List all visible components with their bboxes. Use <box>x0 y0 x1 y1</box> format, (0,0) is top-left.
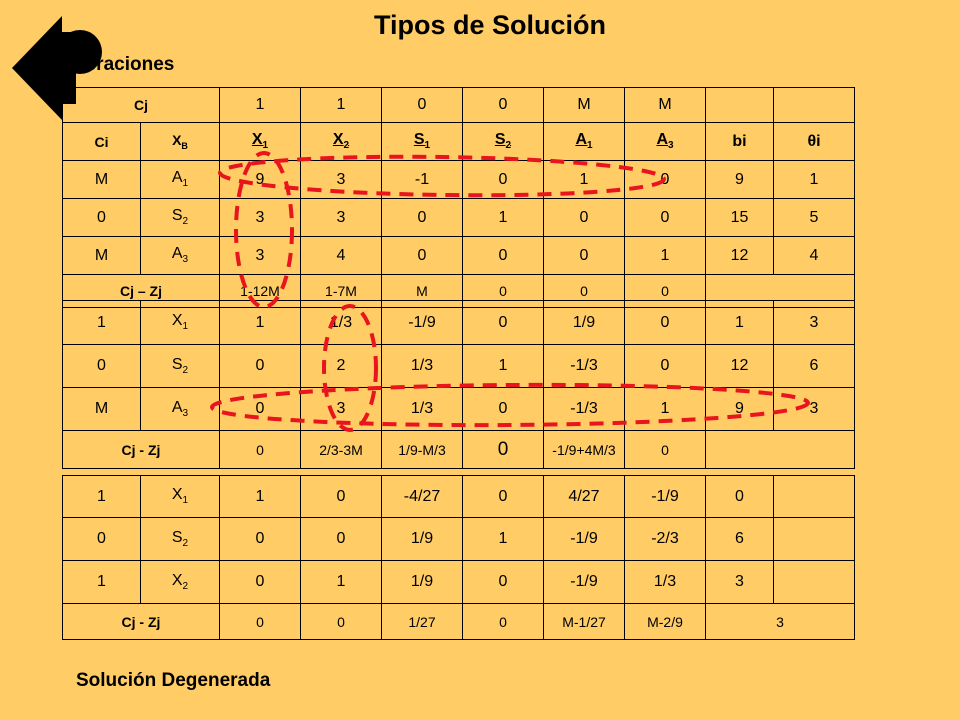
cell: M <box>544 88 625 123</box>
cell: 1 <box>220 476 301 518</box>
cj-zj-row <box>63 431 855 469</box>
cell: 4 <box>301 237 382 275</box>
cell: 9 <box>706 388 774 431</box>
cell: 0 <box>544 237 625 275</box>
cell: 0 <box>544 199 625 237</box>
cell-xb: $X_1$ <box>141 476 220 518</box>
cell: 1 <box>301 88 382 123</box>
cell: 0 <box>382 199 463 237</box>
cell: -1/9 <box>544 518 625 561</box>
cell: M-2/9 <box>625 604 706 640</box>
cell: M <box>625 88 706 123</box>
cell: 0 <box>625 199 706 237</box>
header-s2: $S_2$ <box>463 123 544 161</box>
cell: 1 <box>774 161 855 199</box>
simplex-table-initial <box>62 87 855 308</box>
cell: 0 <box>625 161 706 199</box>
cj-zj-label: Cj - Zj <box>63 604 220 640</box>
cell: 15 <box>706 199 774 237</box>
cell <box>774 476 855 518</box>
table-row <box>63 161 855 199</box>
table-row <box>63 518 855 561</box>
cell: 1 <box>463 345 544 388</box>
cell: -1 <box>382 161 463 199</box>
cell: -1/9+4M/3 <box>544 431 625 469</box>
cell: 1/3 <box>625 561 706 604</box>
cell: M <box>382 275 463 308</box>
cell-ci: 1 <box>63 476 141 518</box>
cj-zj-row <box>63 604 855 640</box>
cell: 1 <box>220 301 301 345</box>
cell: 3 <box>706 561 774 604</box>
table-row <box>63 199 855 237</box>
cell-xb: $A_3$ <box>141 388 220 431</box>
cell: 0 <box>301 604 382 640</box>
cell-xb: $X_2$ <box>141 561 220 604</box>
cell: 9 <box>706 161 774 199</box>
cell-ci: 1 <box>63 301 141 345</box>
cell: 0 <box>220 388 301 431</box>
cell: 0 <box>463 88 544 123</box>
page-title: Tipos de Solución <box>373 10 607 40</box>
z-value: 3 <box>706 604 855 640</box>
header-bi: bi <box>706 123 774 161</box>
cj-zj-label: Cj – Zj <box>63 275 220 308</box>
cell: 0 <box>220 604 301 640</box>
header-ci: Ci <box>63 123 141 161</box>
cell: 0 <box>382 88 463 123</box>
cell <box>774 518 855 561</box>
cell: 3 <box>301 161 382 199</box>
cell: 0 <box>220 561 301 604</box>
header-a1: $A_1$ <box>544 123 625 161</box>
cell: 1 <box>625 388 706 431</box>
table-row <box>63 561 855 604</box>
cell: 1-7M <box>301 275 382 308</box>
cell: 5 <box>774 199 855 237</box>
cell: 1/9 <box>544 301 625 345</box>
cell: 0 <box>220 518 301 561</box>
cell: 0 <box>220 345 301 388</box>
cell: 1 <box>544 161 625 199</box>
cell: -1/3 <box>544 345 625 388</box>
cj-row <box>63 88 855 123</box>
cell: 0 <box>706 476 774 518</box>
cell: 1/9 <box>382 561 463 604</box>
cell: -1/9 <box>625 476 706 518</box>
header-row <box>63 123 855 161</box>
cell: 1/3 <box>382 345 463 388</box>
cell: 3 <box>301 388 382 431</box>
cell-ci: M <box>63 161 141 199</box>
cell-xb: $A_3$ <box>141 237 220 275</box>
cell: 0 <box>463 388 544 431</box>
header-s1: $S_1$ <box>382 123 463 161</box>
cell: 1/27 <box>382 604 463 640</box>
cell <box>774 88 855 123</box>
cell: 1-12M <box>220 275 301 308</box>
cell: M-1/27 <box>544 604 625 640</box>
header-x1: $X_1$ <box>220 123 301 161</box>
cell-ci: 1 <box>63 561 141 604</box>
table-row <box>63 237 855 275</box>
cell: 1/9-M/3 <box>382 431 463 469</box>
cell: 1 <box>625 237 706 275</box>
cell-ci: 0 <box>63 199 141 237</box>
cell: 0 <box>625 275 706 308</box>
cell: 4 <box>774 237 855 275</box>
cell <box>774 561 855 604</box>
cell: 3 <box>301 199 382 237</box>
cell: 0 <box>382 237 463 275</box>
cj-zj-label: Cj - Zj <box>63 431 220 469</box>
cell: 3 <box>774 301 855 345</box>
cell: 0 <box>463 301 544 345</box>
header-x2: $X_2$ <box>301 123 382 161</box>
cell: -2/3 <box>625 518 706 561</box>
header-xb: $X_B$ <box>141 123 220 161</box>
cell: 2/3-3M <box>301 431 382 469</box>
cell: 0 <box>463 237 544 275</box>
cell: 0 <box>301 476 382 518</box>
cell: 0 <box>463 561 544 604</box>
cell: 3 <box>220 237 301 275</box>
cell: 1/3 <box>382 388 463 431</box>
cell: 1 <box>220 88 301 123</box>
cell: 3 <box>220 199 301 237</box>
cell <box>706 88 774 123</box>
table-row <box>63 345 855 388</box>
cell: 0 <box>463 431 544 469</box>
cell: 12 <box>706 237 774 275</box>
cell: 6 <box>774 345 855 388</box>
cell-ci: 0 <box>63 345 141 388</box>
simplex-table-final <box>62 475 855 640</box>
cell: 9 <box>220 161 301 199</box>
cell: 0 <box>220 431 301 469</box>
cell: 1 <box>301 561 382 604</box>
cell: 0 <box>625 345 706 388</box>
table-row <box>63 388 855 431</box>
cell: 6 <box>706 518 774 561</box>
cell: 2 <box>301 345 382 388</box>
header-a3: $A_3$ <box>625 123 706 161</box>
cell: 0 <box>463 275 544 308</box>
cell-xb: $S_2$ <box>141 345 220 388</box>
cell: -1/9 <box>382 301 463 345</box>
cell: -1/3 <box>544 388 625 431</box>
section-subtitle: Iteraciones <box>74 54 175 75</box>
table-row <box>63 301 855 345</box>
cell: 12 <box>706 345 774 388</box>
header-theta: θi <box>774 123 855 161</box>
cell: 1/3 <box>301 301 382 345</box>
cell-ci: 0 <box>63 518 141 561</box>
cell-ci: M <box>63 237 141 275</box>
cell: 3 <box>774 388 855 431</box>
cell-xb: $X_1$ <box>141 301 220 345</box>
cell: 0 <box>625 301 706 345</box>
cell: 0 <box>463 604 544 640</box>
cell-xb: $A_1$ <box>141 161 220 199</box>
cell: 0 <box>625 431 706 469</box>
cell-empty <box>706 431 855 469</box>
cell: 1 <box>706 301 774 345</box>
cell: 1 <box>463 518 544 561</box>
cell: -4/27 <box>382 476 463 518</box>
cell-ci: M <box>63 388 141 431</box>
cell: 0 <box>544 275 625 308</box>
conclusion-label: Solución Degenerada <box>76 670 271 691</box>
simplex-table-iteration-2 <box>62 300 855 469</box>
cj-label: Cj <box>63 88 220 123</box>
cell: -1/9 <box>544 561 625 604</box>
cell-xb: $S_2$ <box>141 199 220 237</box>
cell: 4/27 <box>544 476 625 518</box>
cell: 0 <box>463 476 544 518</box>
cell: 0 <box>463 161 544 199</box>
cell: 1/9 <box>382 518 463 561</box>
table-row <box>63 476 855 518</box>
cell-xb: $S_2$ <box>141 518 220 561</box>
cell: 0 <box>301 518 382 561</box>
cell: 1 <box>463 199 544 237</box>
